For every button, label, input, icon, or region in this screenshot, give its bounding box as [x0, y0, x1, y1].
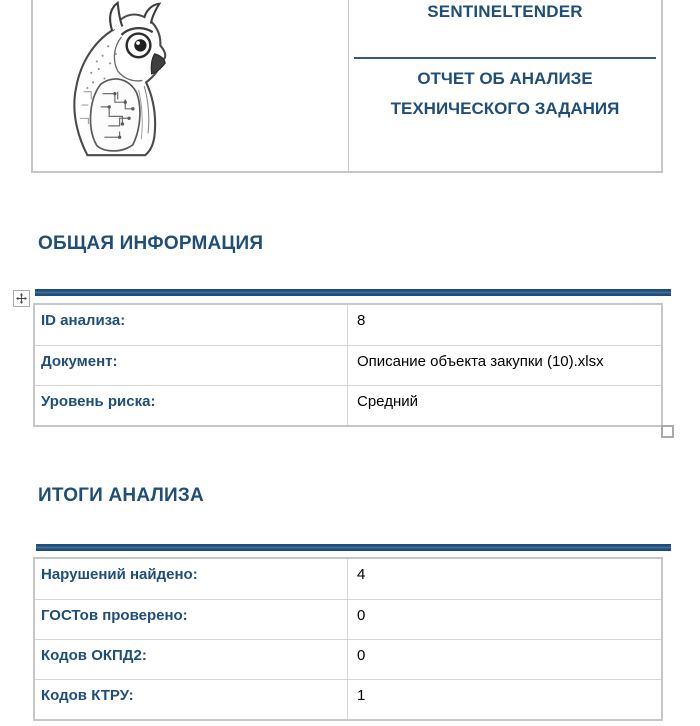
header-title-cell[interactable]	[349, 0, 661, 171]
row-value-gosts-checked[interactable]: 0	[357, 607, 366, 624]
header-table	[31, 0, 663, 173]
analysis-results-table	[33, 557, 663, 721]
row-value-document[interactable]: Описание объекта закупки (10).xlsx	[357, 353, 604, 370]
row-value-ktru-codes[interactable]: 1	[357, 687, 366, 704]
section-title-analysis-results: ИТОГИ АНАЛИЗА	[38, 485, 204, 506]
header-divider-line	[354, 57, 656, 59]
accent-bar-analysis-results	[36, 544, 671, 551]
table-row	[35, 599, 661, 639]
row-label-document[interactable]: Документ:	[35, 346, 348, 385]
row-value-analysis-id[interactable]: 8	[357, 312, 366, 329]
four-direction-arrows-icon	[16, 293, 27, 304]
section-title-general-info: ОБЩАЯ ИНФОРМАЦИЯ	[38, 233, 264, 254]
row-label-analysis-id[interactable]: ID анализа:	[35, 305, 348, 345]
row-label-ktru-codes[interactable]: Кодов КТРУ:	[35, 680, 348, 719]
report-title-line2: ТЕХНИЧЕСКОГО ЗАДАНИЯ	[390, 99, 620, 118]
row-value-risk-level[interactable]: Средний	[357, 393, 418, 410]
table-row	[35, 345, 661, 385]
table-row	[35, 639, 661, 679]
table-move-handle[interactable]	[13, 290, 30, 307]
table-resize-handle[interactable]	[661, 425, 674, 438]
row-label-violations-found[interactable]: Нарушений найдено:	[35, 559, 348, 599]
report-title-line1: ОТЧЕТ ОБ АНАЛИЗЕ	[417, 69, 593, 88]
row-label-risk-level[interactable]: Уровень риска:	[35, 386, 348, 425]
row-value-okpd2-codes[interactable]: 0	[357, 647, 366, 664]
row-label-okpd2-codes[interactable]: Кодов ОКПД2:	[35, 640, 348, 679]
general-info-table	[33, 303, 663, 427]
table-row	[35, 305, 661, 345]
row-label-gosts-checked[interactable]: ГОСТов проверено:	[35, 600, 348, 639]
owl-circuit-illustration-icon	[59, 0, 201, 160]
accent-bar-general-info	[35, 289, 671, 296]
table-row	[35, 385, 661, 425]
header-logo-cell[interactable]	[33, 0, 349, 171]
brand-title: SENTINELTENDER	[427, 2, 583, 21]
row-value-violations-found[interactable]: 4	[357, 566, 366, 583]
table-row	[35, 559, 661, 599]
table-row	[35, 679, 661, 719]
